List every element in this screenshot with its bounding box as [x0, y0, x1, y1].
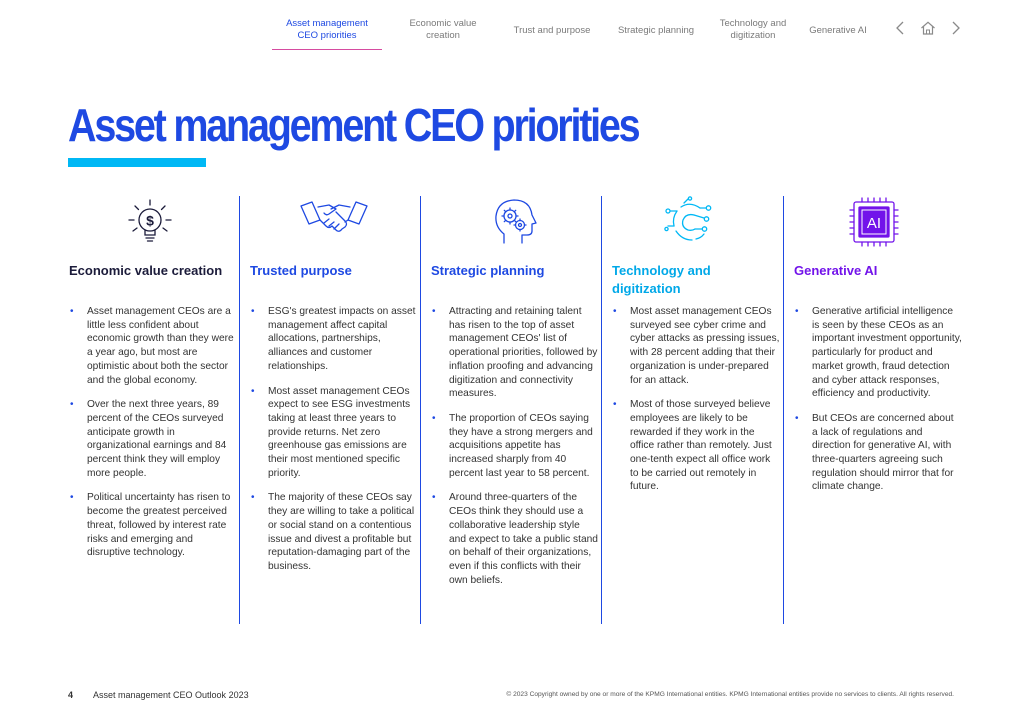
chevron-left-icon[interactable] [892, 20, 908, 36]
report-name: Asset management CEO Outlook 2023 [93, 690, 249, 700]
list-item: • Most asset management CEOs expect to see ESG investments taking at least three years to provide returns. Net zero greenhouse gas emissions are their most mentioned specific priority. [250, 385, 418, 481]
column-heading: Economic value creation [69, 263, 223, 278]
head-gears-icon [489, 196, 541, 248]
column-divider [420, 196, 421, 624]
top-navigation [272, 18, 964, 48]
bullet-list [612, 305, 780, 505]
column-heading: Generative AI [794, 263, 878, 278]
bullet-list [431, 305, 599, 598]
home-icon[interactable] [920, 20, 936, 36]
ai-chip-icon [848, 196, 900, 248]
page-footer [68, 690, 954, 704]
bullet-list [794, 305, 962, 505]
column-generative-ai [794, 196, 964, 624]
page-number: 4 [68, 690, 74, 700]
list-item: • But CEOs are concerned about a lack of regulations and direction for generative AI, with three-quarters agreeing such regulation should mirror that for climate change. [794, 412, 962, 494]
nav-tab-generative-ai[interactable] [800, 25, 876, 37]
chevron-right-icon[interactable] [948, 20, 964, 36]
list-item: • Around three-quarters of the CEOs think they should use a collaborative leadership style and expect to take a public stand on behalf of their organizations, even if this conflicts with their own beliefs. [431, 491, 599, 587]
nav-tab-label: Technology and digitization [719, 18, 787, 41]
list-item: • Attracting and retaining talent has risen to the top of asset management CEOs' list of operational priorities, followed by inflation proofing and advancing digitization and connectivity measures. [431, 305, 599, 401]
column-divider [239, 196, 240, 624]
list-item: • Most asset management CEOs surveyed see cyber crime and cyber attacks as pressing issues, with 28 percent adding that their organization is under-prepared for an attack. [612, 305, 780, 387]
nav-arrows [892, 20, 964, 36]
column-trusted-purpose [250, 196, 420, 624]
nav-tab-label: Asset management CEO priorities [286, 18, 368, 41]
nav-tab-technology[interactable] [708, 18, 798, 42]
list-item: • Asset management CEOs are a little less confident about economic growth than they were a year ago, but most are optimistic about both the sector and the global economy. [69, 305, 237, 387]
bullet-list [250, 305, 418, 585]
nav-tab-ceo-priorities[interactable] [272, 18, 382, 42]
circuit-c-icon [664, 196, 716, 248]
column-heading: Trusted purpose [250, 263, 352, 278]
list-item: • ESG's greatest impacts on asset management affect capital allocations, partnerships, alliances and customer relationships. [250, 305, 418, 374]
nav-tab-label: Trust and purpose [513, 25, 591, 36]
handshake-icon [298, 196, 370, 248]
column-strategic-planning [431, 196, 601, 624]
nav-tab-economic-value[interactable] [396, 18, 490, 42]
nav-tab-strategic-planning[interactable] [608, 25, 704, 37]
column-technology-digitization [612, 196, 782, 624]
list-item: • The proportion of CEOs saying they have a strong mergers and acquisitions appetite has increased sharply from 40 percent last year to 58 percent. [431, 412, 599, 481]
column-economic-value [69, 196, 239, 624]
column-heading: Strategic planning [431, 263, 545, 278]
column-divider [601, 196, 602, 624]
lightbulb-dollar-icon [124, 196, 176, 248]
column-heading: Technology and digitization [612, 263, 711, 296]
nav-tab-trust-purpose[interactable] [504, 25, 600, 37]
column-divider [783, 196, 784, 624]
bullet-list [69, 305, 237, 571]
nav-tab-label: Economic value creation [409, 18, 477, 41]
page-title: Asset management CEO priorities [68, 99, 639, 151]
list-item: • Most of those surveyed believe employees are likely to be rewarded if they work in the office rather than remotely. Just one-tenth expect all office work to be carried out remotely in future. [612, 398, 780, 494]
ai-chip-label: AI [866, 215, 882, 232]
list-item: • Political uncertainty has risen to become the greatest perceived threat, followed by interest rate risks and emerging and disruptive technology. [69, 491, 237, 560]
nav-tab-label: Strategic planning [617, 25, 695, 36]
nav-tab-label: Generative AI [809, 25, 867, 36]
dollar-symbol: $ [146, 212, 154, 229]
list-item: • Generative artificial intelligence is seen by these CEOs as an important investment opportunity, particularly for product and market growth, fraud detection and cyber attack responses, efficiency and productivity. [794, 305, 962, 401]
active-tab-underline [272, 49, 382, 51]
copyright-notice: © 2023 Copyright owned by one or more of the KPMG International entities. KPMG International entities provide no services to clients. All rights reserved. [506, 691, 954, 698]
list-item: • The majority of these CEOs say they are willing to take a political or social stand on a contentious issue and divest a profitable but reputation-damaging part of the business. [250, 491, 418, 573]
title-accent-bar [68, 158, 206, 167]
list-item: • Over the next three years, 89 percent of the CEOs surveyed anticipate growth in organizational earnings and 84 percent think they will employ more people. [69, 398, 237, 480]
